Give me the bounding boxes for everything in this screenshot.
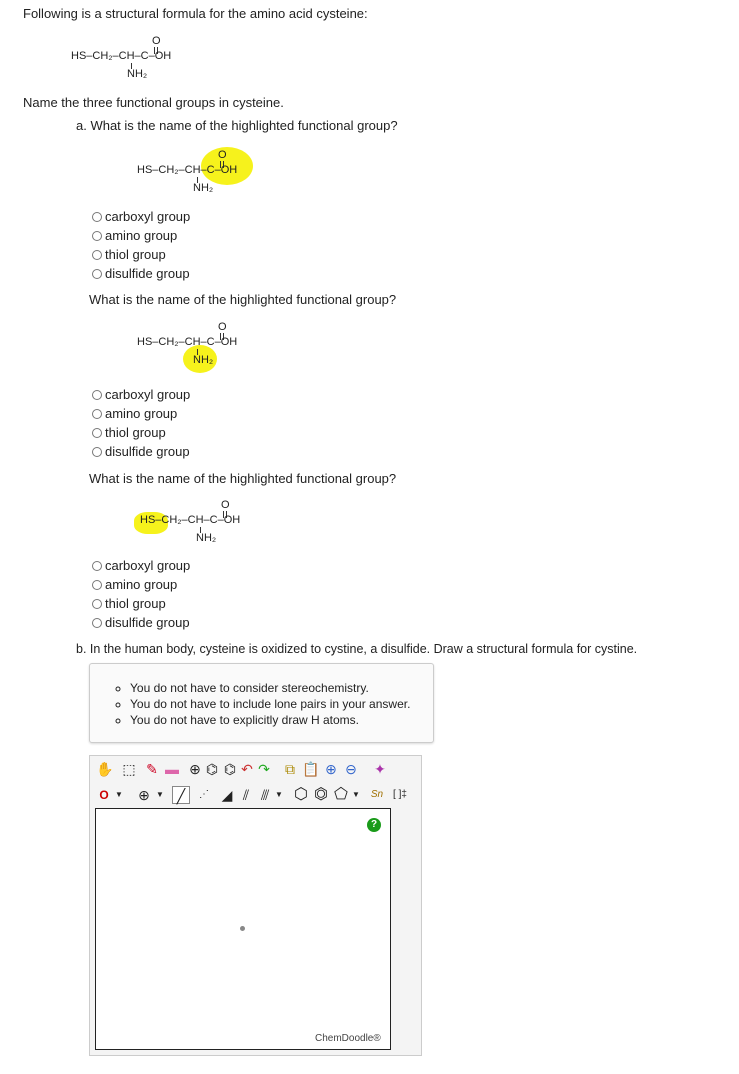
dashed-bond-icon[interactable]: ⋰ [199, 789, 209, 800]
single-bond-tool-icon[interactable]: ╱ [172, 786, 190, 804]
benzene-icon[interactable]: ⏣ [314, 786, 328, 803]
option-label: thiol group [105, 247, 166, 262]
radio-button[interactable] [92, 231, 102, 241]
carbonyl-oxygen: O [152, 35, 161, 47]
option-label: amino group [105, 406, 178, 421]
chevron-down-icon[interactable]: ▼ [156, 790, 164, 799]
instructions-list [90, 680, 410, 728]
wedge-bond-icon[interactable]: ◢ [221, 787, 233, 803]
q1-option-amino[interactable] [92, 228, 177, 243]
option-label: thiol group [105, 596, 166, 611]
formula-main: HS–CH₂–CH–C–OH [71, 50, 172, 62]
instruction-item: ◦ You do not have to consider stereochemistry. [130, 680, 410, 696]
option-label: carboxyl group [105, 209, 191, 224]
instruction-item: ◦ You do not have to explicitly draw H atoms. [130, 712, 410, 728]
pencil-icon[interactable]: ✎ [146, 761, 158, 777]
chevron-down-icon[interactable]: ▼ [115, 790, 123, 799]
lasso-icon[interactable]: ⬚ [122, 761, 136, 777]
atom-label[interactable]: O [99, 788, 109, 802]
amine-label: NH₂ [193, 354, 214, 366]
undo-icon[interactable]: ↶ [241, 761, 253, 777]
q2-option-amino[interactable] [92, 406, 177, 421]
zoom-out-icon[interactable]: ⊖ [345, 761, 357, 777]
hexagon-icon[interactable]: ⬡ [294, 786, 308, 803]
center-icon[interactable]: ⊕ [189, 761, 201, 777]
option-label: amino group [105, 577, 178, 592]
question-3: What is the name of the highlighted functional group? [89, 471, 397, 486]
q2-option-disulfide[interactable] [92, 444, 190, 459]
q3-option-carboxyl[interactable] [92, 558, 190, 573]
zoom-in-icon[interactable]: ⊕ [325, 761, 337, 777]
q3-option-amino[interactable] [92, 577, 177, 592]
q1-option-disulfide[interactable] [92, 266, 190, 281]
option-label: disulfide group [105, 615, 190, 630]
help-button[interactable]: ? [367, 818, 381, 832]
instructions-box [89, 663, 434, 743]
option-label: disulfide group [105, 444, 190, 459]
template-button[interactable]: Sn [370, 789, 384, 800]
radio-button[interactable] [92, 618, 102, 628]
carbonyl-oxygen: O [218, 149, 227, 161]
carbonyl-oxygen: O [221, 499, 230, 511]
q3-option-disulfide[interactable] [92, 615, 190, 630]
q2-option-thiol[interactable] [92, 425, 166, 440]
radio-button[interactable] [92, 409, 102, 419]
chevron-down-icon[interactable]: ▼ [352, 790, 360, 799]
flip-icon[interactable]: ⌬ [205, 761, 219, 777]
q1-option-thiol[interactable] [92, 247, 166, 262]
copy-icon[interactable]: ⧉ [285, 761, 295, 777]
option-label: carboxyl group [105, 387, 191, 402]
prompt-text: Name the three functional groups in cysteine. [23, 95, 284, 110]
carbonyl-oxygen: O [218, 321, 227, 333]
rotate-icon[interactable]: ⌬ [223, 761, 237, 777]
redo-icon[interactable]: ↷ [258, 761, 270, 777]
radio-button[interactable] [92, 212, 102, 222]
bracket-button[interactable]: [ ]‡ [393, 789, 407, 800]
formula-q2 [137, 321, 267, 369]
formula-main: HS–CH₂–CH–C–OH [137, 164, 238, 176]
amine-label: NH₂ [127, 68, 148, 80]
option-label: carboxyl group [105, 558, 191, 573]
formula-main: HS–CH₂–CH–C–OH [137, 336, 238, 348]
q2-option-carboxyl[interactable] [92, 387, 190, 402]
q1-option-carboxyl[interactable] [92, 209, 190, 224]
question-a: a. What is the name of the highlighted functional group? [76, 118, 398, 133]
formula-q3 [140, 499, 270, 547]
hand-icon[interactable]: ✋ [96, 761, 114, 777]
question-2: What is the name of the highlighted functional group? [89, 292, 397, 307]
charge-button[interactable]: ⊕ [138, 787, 150, 803]
intro-text: Following is a structural formula for the amino acid cysteine: [23, 6, 368, 21]
chevron-down-icon[interactable]: ▼ [275, 790, 283, 799]
radio-button[interactable] [92, 561, 102, 571]
option-label: amino group [105, 228, 178, 243]
radio-button[interactable] [92, 599, 102, 609]
radio-button[interactable] [92, 250, 102, 260]
amine-label: NH₂ [193, 182, 214, 194]
radio-button[interactable] [92, 269, 102, 279]
canvas-dot [240, 926, 245, 931]
question-b: b. In the human body, cysteine is oxidized to cystine, a disulfide. Draw a structural formula for cystine. [76, 642, 638, 656]
eraser-icon[interactable]: ▬ [165, 761, 179, 777]
radio-button[interactable] [92, 428, 102, 438]
cysteine-formula [71, 35, 201, 83]
formula-q1 [137, 149, 267, 197]
triple-bond-icon[interactable]: ⫻ [260, 787, 270, 803]
double-bond-icon[interactable]: ⫽ [242, 787, 250, 803]
radio-button[interactable] [92, 580, 102, 590]
radio-button[interactable] [92, 390, 102, 400]
instruction-item: ◦ You do not have to include lone pairs in your answer. [130, 696, 410, 712]
paste-icon[interactable]: 📋 [302, 761, 320, 777]
amine-label: NH₂ [196, 532, 217, 544]
q3-option-thiol[interactable] [92, 596, 166, 611]
formula-main: HS–CH₂–CH–C–OH [140, 514, 241, 526]
clean-icon[interactable]: ✦ [374, 761, 386, 777]
chemdoodle-logo: ChemDoodle® [315, 1033, 381, 1044]
radio-button[interactable] [92, 447, 102, 457]
pentagon-icon[interactable]: ⬠ [334, 786, 348, 803]
option-label: thiol group [105, 425, 166, 440]
option-label: disulfide group [105, 266, 190, 281]
